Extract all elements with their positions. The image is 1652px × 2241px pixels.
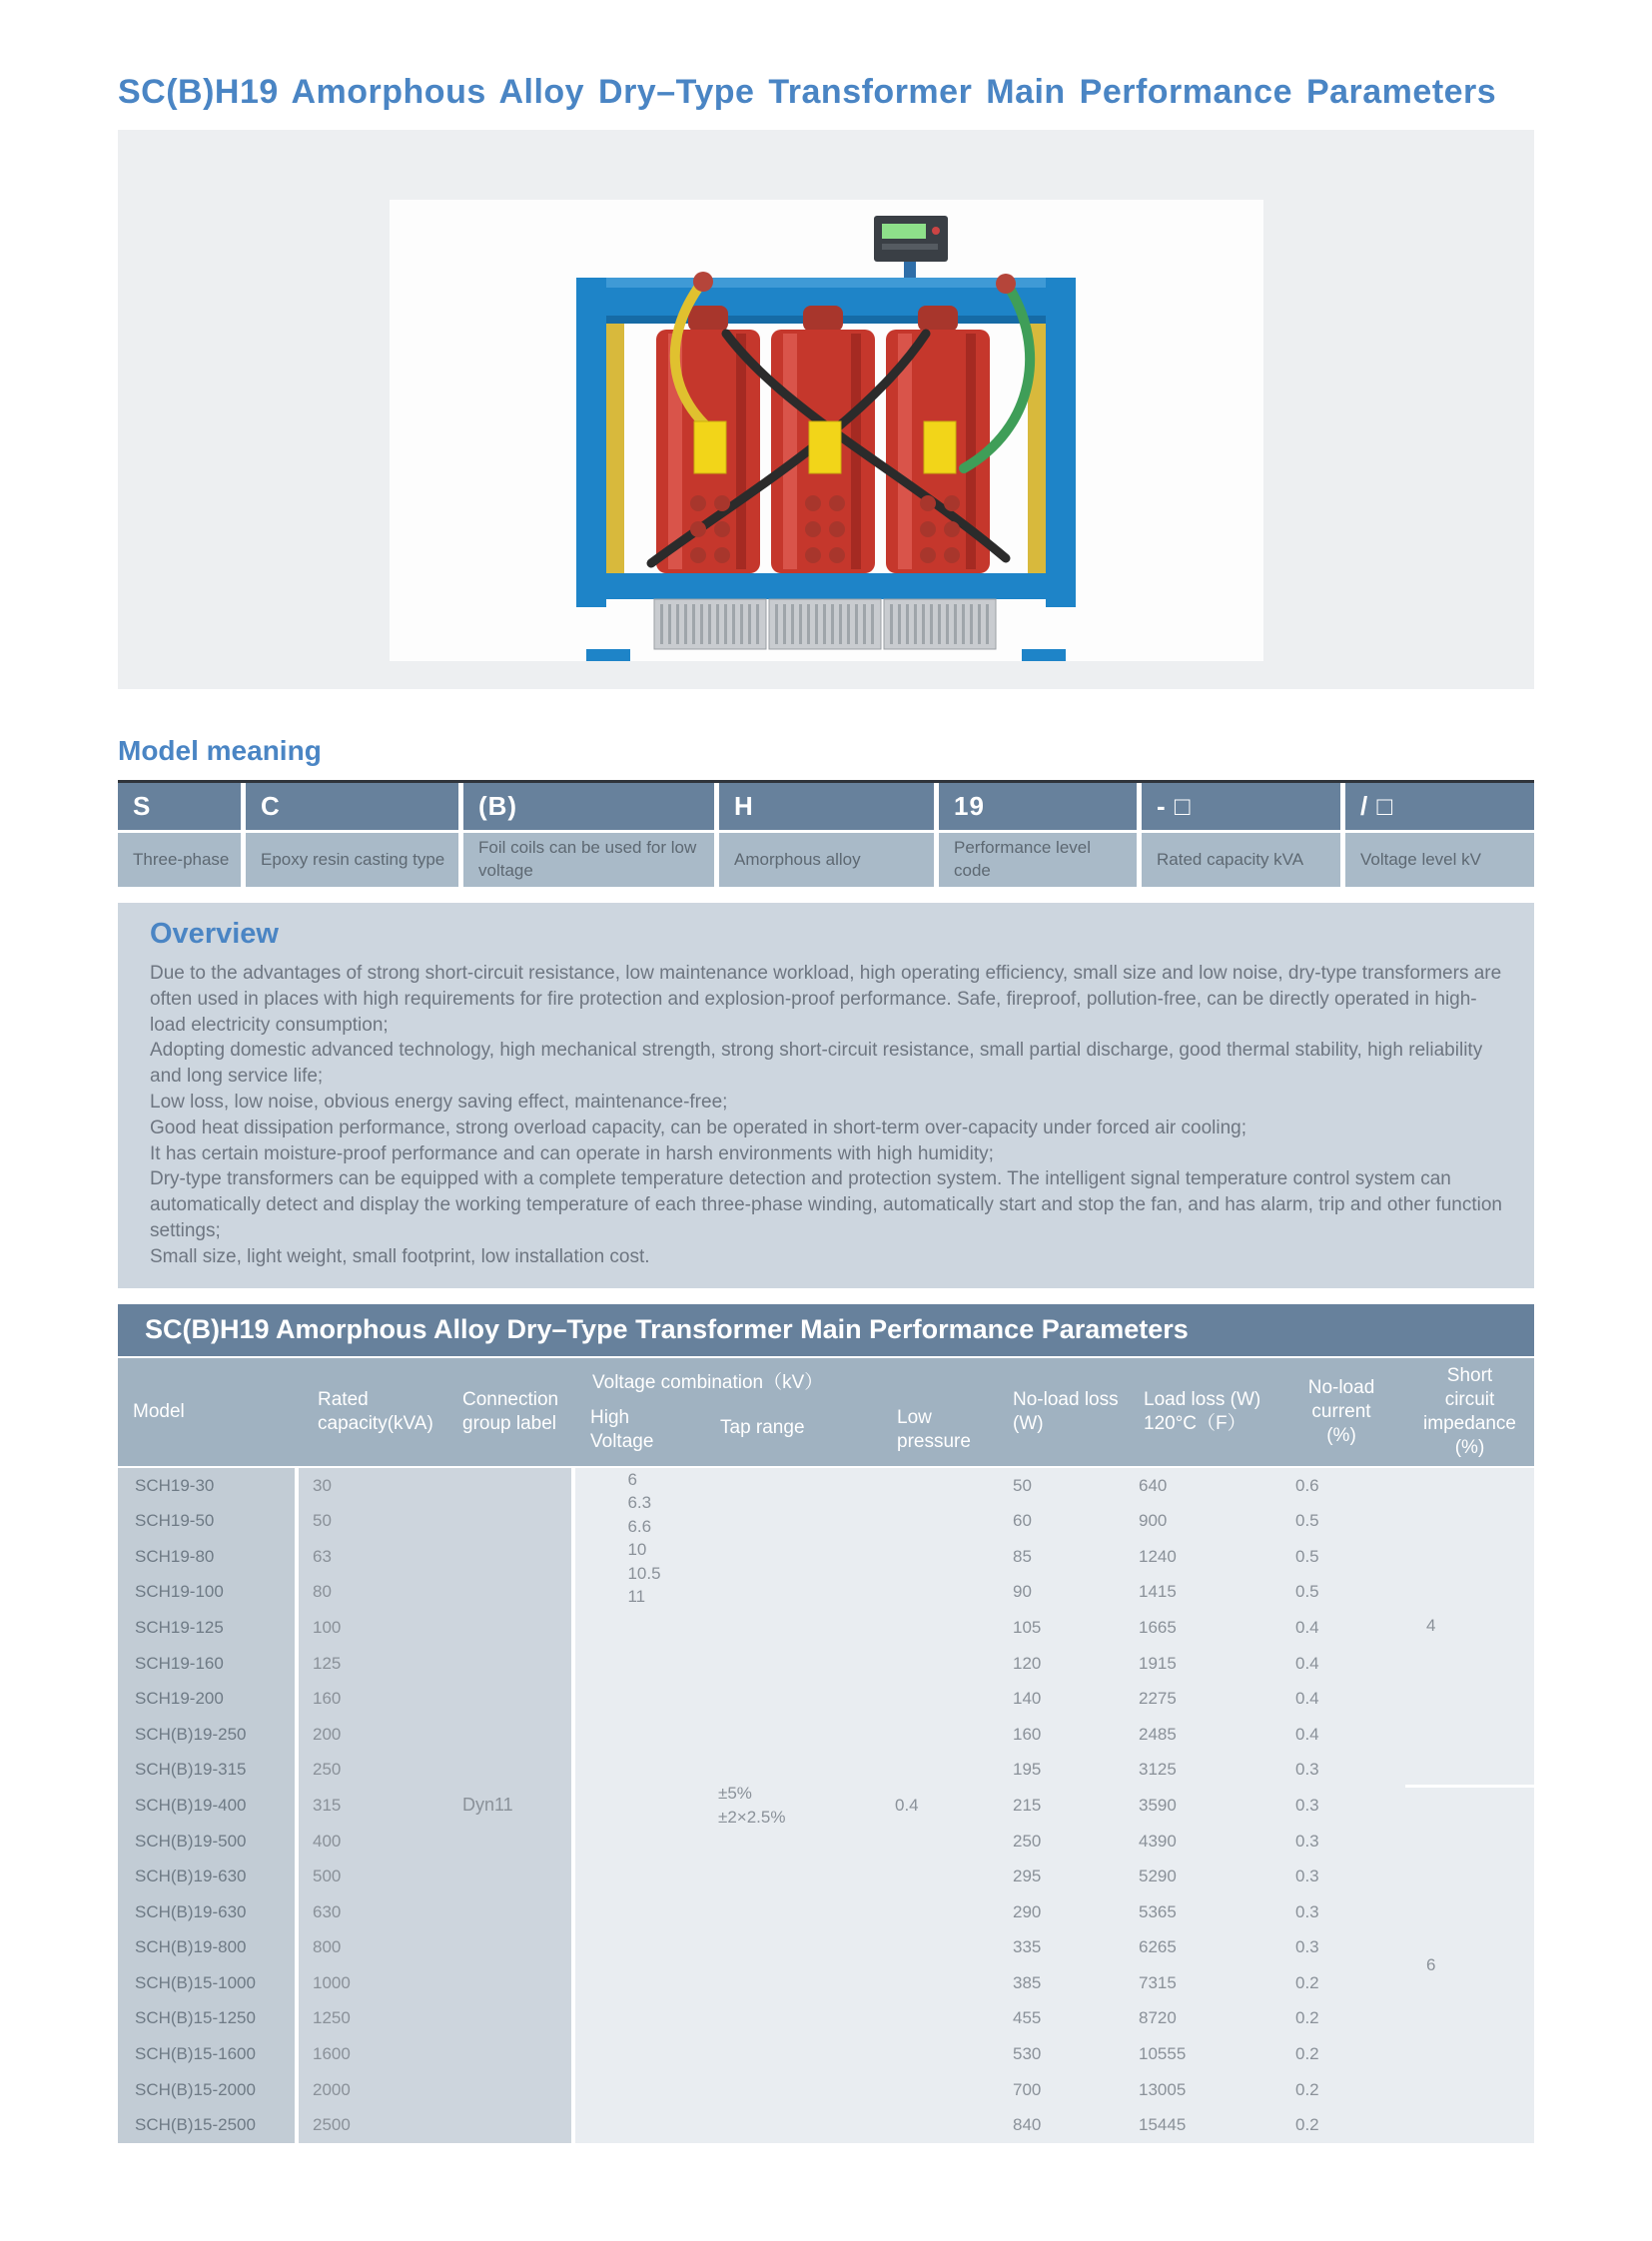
load-loss-cell: 5290 — [1139, 1867, 1177, 1886]
performance-table-title: SC(B)H19 Amorphous Alloy Dry–Type Transformer Main Performance Parameters — [118, 1304, 1534, 1356]
capacity-cell: 400 — [313, 1831, 342, 1851]
no-load-loss-cell: 290 — [1013, 1901, 1042, 1921]
capacity-cell: 63 — [313, 1546, 332, 1566]
column-no-load-loss — [983, 1468, 1123, 2143]
column-load-loss — [1123, 1468, 1277, 2143]
no-load-current-cell: 0.4 — [1295, 1653, 1319, 1673]
capacity-cell: 100 — [313, 1617, 342, 1637]
model-code-cell: S — [118, 783, 241, 830]
model-meaning-column — [463, 783, 714, 887]
model-desc-cell: Foil coils can be used for low voltage — [463, 833, 714, 887]
no-load-loss-cell: 140 — [1013, 1689, 1042, 1709]
model-cell: SCH(B)19-315 — [135, 1760, 247, 1780]
model-desc-cell: Three-phase — [118, 833, 241, 887]
load-loss-cell: 640 — [1139, 1475, 1168, 1495]
model-cell: SCH(B)15-1250 — [135, 2008, 256, 2028]
model-cell: SCH19-100 — [135, 1582, 224, 1602]
capacity-cell: 30 — [313, 1475, 332, 1495]
no-load-current-cell: 0.3 — [1295, 1937, 1319, 1957]
load-loss-cell: 1915 — [1139, 1653, 1177, 1673]
load-loss-cell: 1415 — [1139, 1582, 1177, 1602]
capacity-cell: 1250 — [313, 2008, 351, 2028]
model-desc-cell: Epoxy resin casting type — [246, 833, 458, 887]
capacity-cell: 800 — [313, 1937, 342, 1957]
transformer-photo-illustration — [576, 214, 1076, 661]
load-loss-cell: 3125 — [1139, 1760, 1177, 1780]
tap-range-value: ±2×2.5% — [718, 1807, 786, 1827]
capacity-cell: 315 — [313, 1795, 342, 1815]
no-load-current-cell: 0.4 — [1295, 1689, 1319, 1709]
page-content — [118, 0, 1534, 2143]
capacity-cell: 630 — [313, 1901, 342, 1921]
high-voltage-value: 10 — [627, 1540, 647, 1560]
no-load-loss-cell: 50 — [1013, 1475, 1032, 1495]
capacity-cell: 160 — [313, 1689, 342, 1709]
model-desc-cell: Amorphous alloy — [719, 833, 934, 887]
header-short-circuit-impedance: Short circuit impedance (%) — [1423, 1364, 1516, 1458]
capacity-cell: 250 — [313, 1760, 342, 1780]
model-cell: SCH19-160 — [135, 1653, 224, 1673]
load-loss-cell: 13005 — [1139, 2079, 1187, 2099]
model-cell: SCH(B)15-2000 — [135, 2079, 256, 2099]
column-model — [118, 1468, 299, 2143]
impedance-merged-bottom: 6 — [1426, 1954, 1436, 1974]
column-low-pressure — [863, 1468, 983, 2143]
no-load-loss-cell: 105 — [1013, 1617, 1042, 1637]
overview-section — [118, 903, 1534, 1288]
header-low-pressure: Low pressure — [897, 1406, 971, 1452]
page-title: SC(B)H19 Amorphous Alloy Dry–Type Transformer Main Performance Parameters — [118, 73, 1497, 111]
overview-line: It has certain moisture-proof performance and can operate in harsh environments with high humidity; — [150, 1142, 994, 1164]
no-load-current-cell: 0.2 — [1295, 2044, 1319, 2064]
no-load-loss-cell: 60 — [1013, 1511, 1032, 1531]
no-load-current-cell: 0.2 — [1295, 2008, 1319, 2028]
header-connection-group: Connection group label — [462, 1388, 559, 1434]
high-voltage-value: 10.5 — [627, 1563, 661, 1583]
connection-group-value: Dyn11 — [462, 1795, 513, 1816]
header-high-voltage: High Voltage — [590, 1406, 654, 1452]
header-voltage-combination: Voltage combination（kV） — [592, 1371, 824, 1393]
tap-range-value: ±5% — [718, 1783, 752, 1803]
load-loss-cell: 15445 — [1139, 2115, 1187, 2135]
column-connection-group — [448, 1468, 575, 2143]
no-load-loss-cell: 530 — [1013, 2044, 1042, 2064]
no-load-current-cell: 0.5 — [1295, 1546, 1319, 1566]
no-load-current-cell: 0.3 — [1295, 1901, 1319, 1921]
model-meaning-heading: Model meaning — [118, 735, 322, 766]
no-load-current-cell: 0.3 — [1295, 1831, 1319, 1851]
no-load-loss-cell: 215 — [1013, 1795, 1042, 1815]
capacity-cell: 500 — [313, 1867, 342, 1886]
load-loss-cell: 10555 — [1139, 2044, 1187, 2064]
load-loss-cell: 5365 — [1139, 1901, 1177, 1921]
capacity-cell: 2500 — [313, 2115, 351, 2135]
model-cell: SCH(B)15-1600 — [135, 2044, 256, 2064]
model-cell: SCH(B)19-630 — [135, 1867, 247, 1886]
product-photo — [390, 200, 1263, 661]
column-rated-capacity — [299, 1468, 448, 2143]
model-meaning-column — [1345, 783, 1534, 887]
overview-text — [150, 961, 1502, 1270]
high-voltage-value: 11 — [627, 1587, 646, 1607]
header-tap-range: Tap range — [720, 1416, 805, 1438]
model-meaning-column — [1142, 783, 1340, 887]
no-load-current-cell: 0.5 — [1295, 1511, 1319, 1531]
model-cell: SCH(B)19-400 — [135, 1795, 247, 1815]
no-load-current-cell: 0.2 — [1295, 2115, 1319, 2135]
model-cell: SCH19-50 — [135, 1511, 215, 1531]
overview-line: Good heat dissipation performance, strong overload capacity, can be operated in short-term over-capacity under forced air cooling; — [150, 1117, 1247, 1138]
load-loss-cell: 4390 — [1139, 1831, 1177, 1851]
load-loss-cell: 900 — [1139, 1511, 1168, 1531]
no-load-current-cell: 0.4 — [1295, 1724, 1319, 1744]
product-photo-panel — [118, 130, 1534, 689]
capacity-cell: 50 — [313, 1511, 332, 1531]
no-load-loss-cell: 160 — [1013, 1724, 1042, 1744]
model-cell: SCH(B)19-630 — [135, 1901, 247, 1921]
model-meaning-column — [719, 783, 934, 887]
capacity-cell: 1600 — [313, 2044, 351, 2064]
no-load-current-cell: 0.3 — [1295, 1795, 1319, 1815]
no-load-loss-cell: 700 — [1013, 2079, 1042, 2099]
capacity-cell: 125 — [313, 1653, 342, 1673]
no-load-current-cell: 0.6 — [1295, 1475, 1319, 1495]
no-load-loss-cell: 195 — [1013, 1760, 1042, 1780]
column-high-voltage — [575, 1468, 700, 2143]
column-tap-range — [700, 1468, 863, 2143]
model-code-cell: C — [246, 783, 458, 830]
load-loss-cell: 6265 — [1139, 1937, 1177, 1957]
model-cell: SCH19-125 — [135, 1617, 224, 1637]
high-voltage-value: 6.6 — [627, 1516, 652, 1536]
no-load-current-cell: 0.5 — [1295, 1582, 1319, 1602]
model-cell: SCH(B)19-800 — [135, 1937, 247, 1957]
performance-table-header — [118, 1358, 1534, 1466]
model-cell: SCH(B)15-2500 — [135, 2115, 256, 2135]
high-voltage-value: 6.3 — [627, 1493, 652, 1513]
load-loss-cell: 2275 — [1139, 1689, 1177, 1709]
no-load-loss-cell: 250 — [1013, 1831, 1042, 1851]
capacity-cell: 2000 — [313, 2079, 351, 2099]
header-no-load-loss: No-load loss (W) — [1013, 1388, 1119, 1434]
model-desc-cell: Performance level code — [939, 833, 1137, 887]
no-load-loss-cell: 90 — [1013, 1582, 1032, 1602]
model-cell: SCH19-30 — [135, 1475, 215, 1495]
no-load-loss-cell: 385 — [1013, 1972, 1042, 1992]
no-load-loss-cell: 85 — [1013, 1546, 1032, 1566]
overview-line: Dry-type transformers can be equipped with a complete temperature detection and protection system. The intelligent signal temperature control system can automatically detect and display the working temperature of each three-phase winding, automatically start and stop the fan, and has alarm, trip and other function settings; — [150, 1168, 1503, 1241]
model-desc-cell: Rated capacity kVA — [1142, 833, 1340, 887]
overview-line: Due to the advantages of strong short-circuit resistance, low maintenance workload, high operating efficiency, small size and low noise, dry-type transformers are often used in places with high requirements for fire protection and explosion-proof performance. Safe, fireproof, pollution-free, can be directly operated in high-load electricity consumption; — [150, 963, 1502, 1036]
load-loss-cell: 8720 — [1139, 2008, 1177, 2028]
capacity-cell: 200 — [313, 1724, 342, 1744]
high-voltage-values — [614, 1468, 660, 2143]
model-code-cell: (B) — [463, 783, 714, 830]
model-meaning-column — [118, 783, 241, 887]
no-load-current-cell: 0.4 — [1295, 1617, 1319, 1637]
no-load-current-cell: 0.3 — [1295, 1867, 1319, 1886]
no-load-loss-cell: 120 — [1013, 1653, 1042, 1673]
no-load-current-cell: 0.2 — [1295, 2079, 1319, 2099]
load-loss-cell: 3590 — [1139, 1795, 1177, 1815]
model-cell: SCH19-200 — [135, 1689, 224, 1709]
header-no-load-current: No-load current (%) — [1307, 1376, 1375, 1446]
performance-table-body — [118, 1468, 1534, 2143]
model-code-cell: - □ — [1142, 783, 1340, 830]
no-load-loss-cell: 455 — [1013, 2008, 1042, 2028]
model-meaning-column — [246, 783, 458, 887]
model-desc-cell: Voltage level kV — [1345, 833, 1534, 887]
model-cell: SCH(B)15-1000 — [135, 1972, 256, 1992]
capacity-cell: 1000 — [313, 1972, 351, 1992]
model-cell: SCH(B)19-250 — [135, 1724, 247, 1744]
load-loss-cell: 2485 — [1139, 1724, 1177, 1744]
low-pressure-value: 0.4 — [895, 1795, 919, 1815]
model-meaning-column — [939, 783, 1137, 887]
load-loss-cell: 7315 — [1139, 1972, 1177, 1992]
column-no-load-current — [1277, 1468, 1405, 2143]
column-short-circuit-impedance — [1405, 1468, 1534, 2143]
impedance-merged-top: 4 — [1405, 1468, 1534, 1788]
overview-line: Low loss, low noise, obvious energy saving effect, maintenance-free; — [150, 1091, 728, 1113]
model-code-cell: 19 — [939, 783, 1137, 830]
no-load-loss-cell: 295 — [1013, 1867, 1042, 1886]
load-loss-cell: 1240 — [1139, 1546, 1177, 1566]
capacity-cell: 80 — [313, 1582, 332, 1602]
model-meaning-table — [118, 780, 1534, 887]
model-code-cell: H — [719, 783, 934, 830]
model-cell: SCH19-80 — [135, 1546, 215, 1566]
overview-heading: Overview — [150, 918, 279, 950]
model-code-cell: / □ — [1345, 783, 1534, 830]
no-load-loss-cell: 335 — [1013, 1937, 1042, 1957]
performance-table — [118, 1304, 1534, 2143]
load-loss-cell: 1665 — [1139, 1617, 1177, 1637]
header-rated-capacity: Rated capacity(kVA) — [318, 1388, 433, 1434]
no-load-current-cell: 0.3 — [1295, 1760, 1319, 1780]
model-cell: SCH(B)19-500 — [135, 1831, 247, 1851]
header-load-loss: Load loss (W) 120°C（F） — [1144, 1388, 1261, 1434]
no-load-loss-cell: 840 — [1013, 2115, 1042, 2135]
high-voltage-value: 6 — [627, 1469, 637, 1489]
overview-line: Adopting domestic advanced technology, high mechanical strength, strong short-circuit resistance, small partial discharge, good thermal stability, high reliability and long service life; — [150, 1040, 1483, 1088]
overview-line: Small size, light weight, small footprint, low installation cost. — [150, 1245, 650, 1267]
no-load-current-cell: 0.2 — [1295, 1972, 1319, 1992]
header-model: Model — [133, 1400, 185, 1422]
